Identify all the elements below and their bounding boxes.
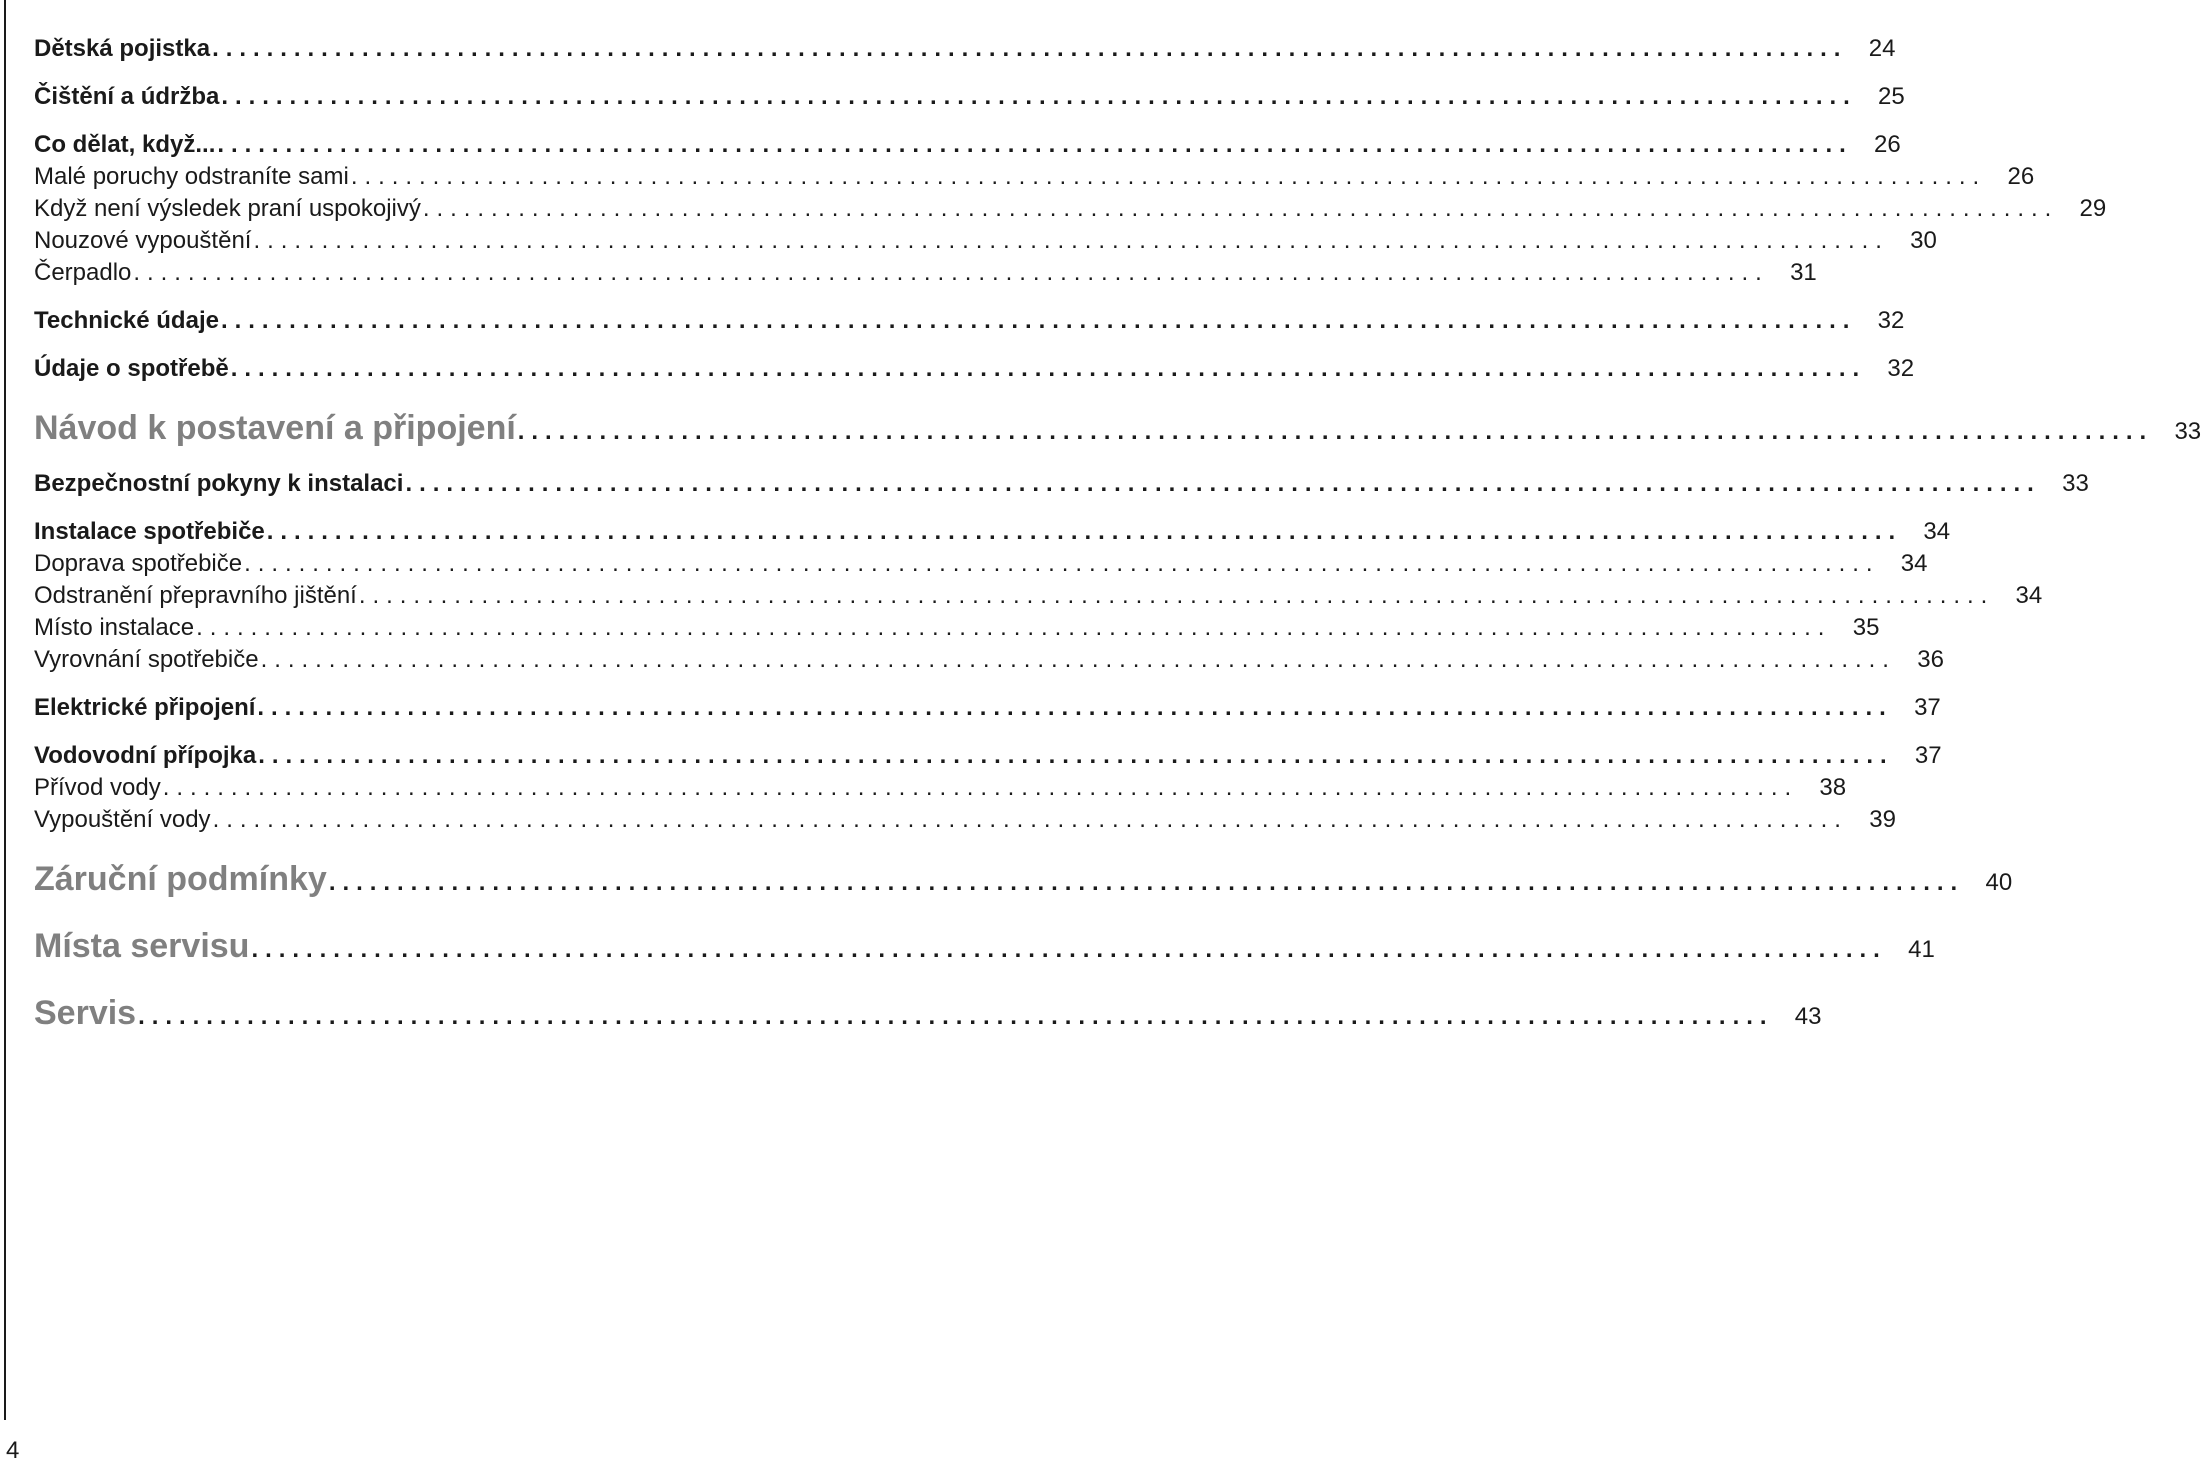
toc-entry-title: Když není výsledek praní uspokojivý [34,195,421,222]
toc-entry-page: 30 [1910,227,1937,254]
dot-leader: ........................................................................................................................ [350,163,1987,190]
toc-entry-title: Servis [34,994,137,1032]
dot-leader: ........................................................................................................................ [212,35,1848,62]
dot-leader: ........................................................................................................................ [196,614,1832,641]
toc-entry-page: 34 [1923,518,1951,545]
toc-entry-title: Co dělat, když... [34,131,216,158]
dot-leader: ........................................................................................................................ [258,742,1894,769]
toc-entry-page: 26 [1874,131,1901,158]
toc-entry [34,612,1880,644]
toc-entry-page: 41 [1908,936,1935,963]
dot-leader: ........................................................................................................................ [230,355,1867,382]
dot-leader: ........................................................................................................................ [244,550,1880,577]
toc-entry-title: Místo instalace [34,614,195,641]
dot-leader: ........................................................................................................................ [253,227,1889,254]
toc-entry [34,692,1941,724]
toc-entry-page: 31 [1790,259,1817,286]
dot-leader: ........................................................................................................................ [221,83,1857,110]
toc-entry [34,257,1817,289]
dot-leader: ........................................................................................................................ [266,518,1903,545]
toc-entry-page: 36 [1917,646,1944,673]
toc-entry-title: Přívod vody [34,774,161,801]
toc-entry-page: 33 [2174,418,2201,445]
toc-entry-page: 29 [2079,195,2107,222]
dot-leader: ........................................................................................................................ [260,646,1896,673]
toc-entry-page: 38 [1819,774,1847,801]
toc-entry [34,580,2043,612]
toc-entry [34,772,1847,804]
toc-entry [34,740,1942,772]
toc-entry-title: Nouzové vypouštění [34,227,252,254]
toc-entry-page: 25 [1878,83,1905,110]
toc-entry-page: 39 [1869,806,1896,833]
toc-entry [34,353,1915,385]
toc-entry-page: 34 [1900,550,1928,577]
toc-entry-title: Bezpečnostní pokyny k instalaci [34,470,404,497]
toc-entry-title: Vyrovnání spotřebiče [34,646,259,673]
toc-entry [34,804,1896,836]
dot-leader: ........................................................................................................................ [358,582,1995,609]
dot-leader: ........................................................................................................................ [217,131,1853,158]
toc-entry [34,193,2107,225]
toc-entry-page: 37 [1914,694,1941,721]
toc-entry [34,81,1905,113]
toc-entry-title: Čištění a údržba [34,83,220,110]
toc-entry [34,926,1935,970]
dot-leader: ........................................................................................................................ [133,259,1769,286]
toc-entry-title: Záruční podmínky [34,860,327,898]
table-of-contents [34,33,2201,1037]
toc-entry-page: 34 [2015,582,2043,609]
toc-entry-page: 33 [2062,470,2089,497]
toc-entry-title: Místa servisu [34,927,250,965]
toc-entry [34,225,1937,257]
toc-entry-page: 40 [1985,869,2013,896]
toc-entry [34,644,1944,676]
margin-rule [4,0,6,1420]
toc-entry-title: Vodovodní přípojka [34,742,257,769]
toc-entry-page: 32 [1887,355,1915,382]
dot-leader: ........................................................................................................................ [251,936,1887,963]
page-number: 4 [6,1437,20,1464]
dot-leader: ........................................................................................................................ [517,418,2154,445]
dot-leader: ........................................................................................................................ [257,694,1893,721]
toc-entry-title: Návod k postavení a připojení [34,409,516,447]
toc-entry [34,305,1905,337]
toc-entry [34,993,1822,1037]
dot-leader: ........................................................................................................................ [138,1003,1774,1030]
toc-entry [34,33,1896,65]
toc-entry [34,408,2201,452]
toc-entry-title: Odstranění přepravního jištění [34,582,357,609]
toc-entry-page: 32 [1877,307,1905,334]
toc-entry [34,516,1951,548]
toc-entry [34,859,2013,903]
toc-entry-title: Doprava spotřebiče [34,550,243,577]
toc-entry-title: Údaje o spotřebě [34,355,229,382]
dot-leader: ........................................................................................................................ [328,869,1965,896]
toc-entry [34,161,2035,193]
toc-entry-page: 24 [1868,35,1896,62]
toc-entry-page: 35 [1852,614,1880,641]
dot-leader: ........................................................................................................................ [405,470,2041,497]
toc-entry-title: Vypouštění vody [34,806,211,833]
toc-entry [34,548,1928,580]
toc-entry-page: 37 [1914,742,1942,769]
toc-entry-title: Elektrické připojení [34,694,256,721]
dot-leader: ........................................................................................................................ [162,774,1799,801]
toc-entry [34,129,1901,161]
toc-entry-page: 26 [2007,163,2035,190]
toc-entry-page: 43 [1794,1003,1822,1030]
toc-entry-title: Technické údaje [34,307,219,334]
toc-entry-title: Čerpadlo [34,259,132,286]
dot-leader: ........................................................................................................................ [212,806,1848,833]
toc-entry [34,468,2089,500]
dot-leader: ........................................................................................................................ [422,195,2059,222]
dot-leader: ........................................................................................................................ [220,307,1857,334]
toc-entry-title: Dětská pojistka [34,35,211,62]
toc-entry-title: Instalace spotřebiče [34,518,265,545]
toc-entry-title: Malé poruchy odstraníte sami [34,163,349,190]
